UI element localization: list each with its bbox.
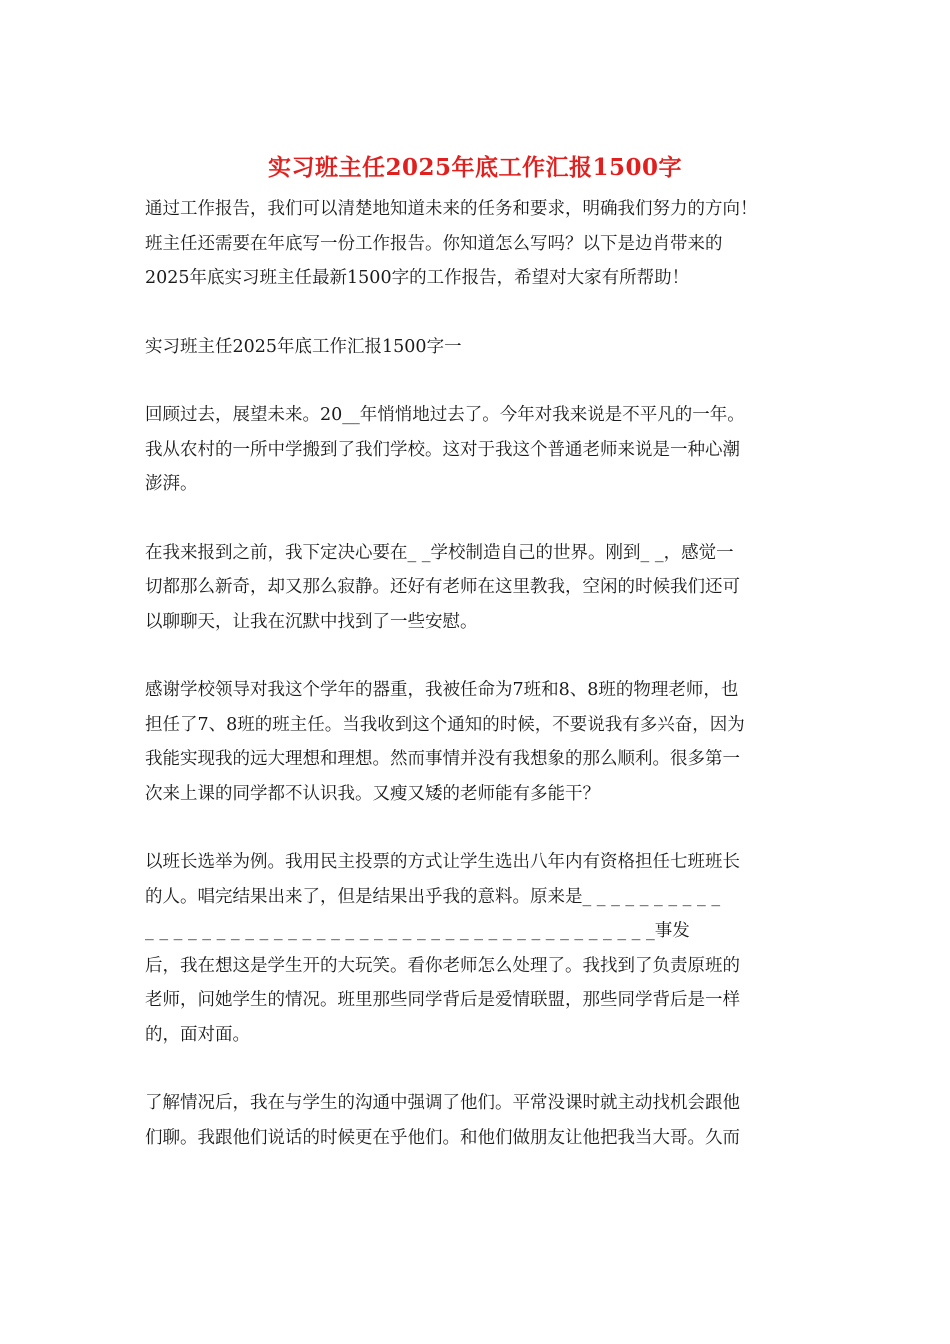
paragraph — [145, 536, 810, 640]
paragraph-line: 了解情况后，我在与学生的沟通中强调了他们。平常没课时就主动找机会跟他 — [145, 1093, 740, 1113]
paragraph-line: 通过工作报告，我们可以清楚地知道未来的任务和要求，明确我们努力的方向！ — [145, 199, 758, 219]
paragraph-line: 切都那么新奇，却又那么寂静。还好有老师在这里教我，空闲的时候我们还可 — [145, 577, 740, 597]
paragraph-line: 们聊。我跟他们说话的时候更在乎他们。和他们做朋友让他把我当大哥。久而 — [145, 1127, 740, 1148]
document-body — [145, 192, 810, 1189]
paragraph-line: 我能实现我的远大理想和理想。然而事情并没有我想象的那么顺利。很多第一 — [145, 749, 740, 769]
paragraph-line: 的人。唱完结果出来了，但是结果出乎我的意料。原来是_ _ _ _ _ _ _ _ _ _ — [145, 886, 721, 907]
paragraph-line: 回顾过去，展望未来。20__年悄悄地过去了。今年对我来说是不平凡的一年。 — [145, 405, 745, 425]
paragraph-line: 我从农村的一所中学搬到了我们学校。这对于我这个普通老师来说是一种心潮 — [145, 439, 740, 460]
paragraph — [145, 398, 810, 502]
document-title: 实习班主任2025年底工作汇报1500字 — [267, 154, 683, 181]
paragraph — [145, 845, 810, 1052]
paragraph-line: _ _ _ _ _ _ _ _ _ _ _ _ _ _ _ _ _ _ _ _ _ _ _ _ _ _ _ _ _ _ _ _ _ _ _ _事发 — [145, 921, 690, 941]
paragraph-line: 感谢学校领导对我这个学年的器重，我被任命为7班和8、8班的物理老师，也 — [145, 680, 739, 700]
paragraph-line: 后，我在想这是学生开的大玩笑。看你老师怎么处理了。我找到了负责原班的 — [145, 955, 740, 976]
paragraph — [145, 330, 810, 365]
paragraph — [145, 1086, 810, 1155]
paragraph-line: 次来上课的同学都不认识我。又瘦又矮的老师能有多能干？ — [145, 783, 600, 804]
paragraph-line: 担任了7、8班的班主任。当我收到这个通知的时候，不要说我有多兴奋，因为 — [145, 714, 745, 735]
paragraph-line: 澎湃。 — [145, 474, 198, 494]
paragraph-line: 的，面对面。 — [145, 1024, 250, 1045]
paragraph-line: 在我来报到之前，我下定决心要在_ _学校制造自己的世界。刚到_ _，感觉一 — [145, 542, 734, 563]
paragraph-line: 老师，问她学生的情况。班里那些同学背后是爱情联盟，那些同学背后是一样 — [145, 990, 740, 1010]
paragraph — [145, 673, 810, 811]
paragraph — [145, 192, 810, 296]
paragraph-line: 实习班主任2025年底工作汇报1500字一 — [145, 336, 462, 357]
paragraph-line: 以班长选举为例。我用民主投票的方式让学生选出八年内有资格担任七班班长 — [145, 852, 740, 872]
paragraph-line: 2025年底实习班主任最新1500字的工作报告，希望对大家有所帮助！ — [145, 268, 690, 288]
paragraph-line: 班主任还需要在年底写一份工作报告。你知道怎么写吗？以下是边肖带来的 — [145, 233, 723, 254]
paragraph-line: 以聊聊天，让我在沉默中找到了一些安慰。 — [145, 611, 478, 632]
